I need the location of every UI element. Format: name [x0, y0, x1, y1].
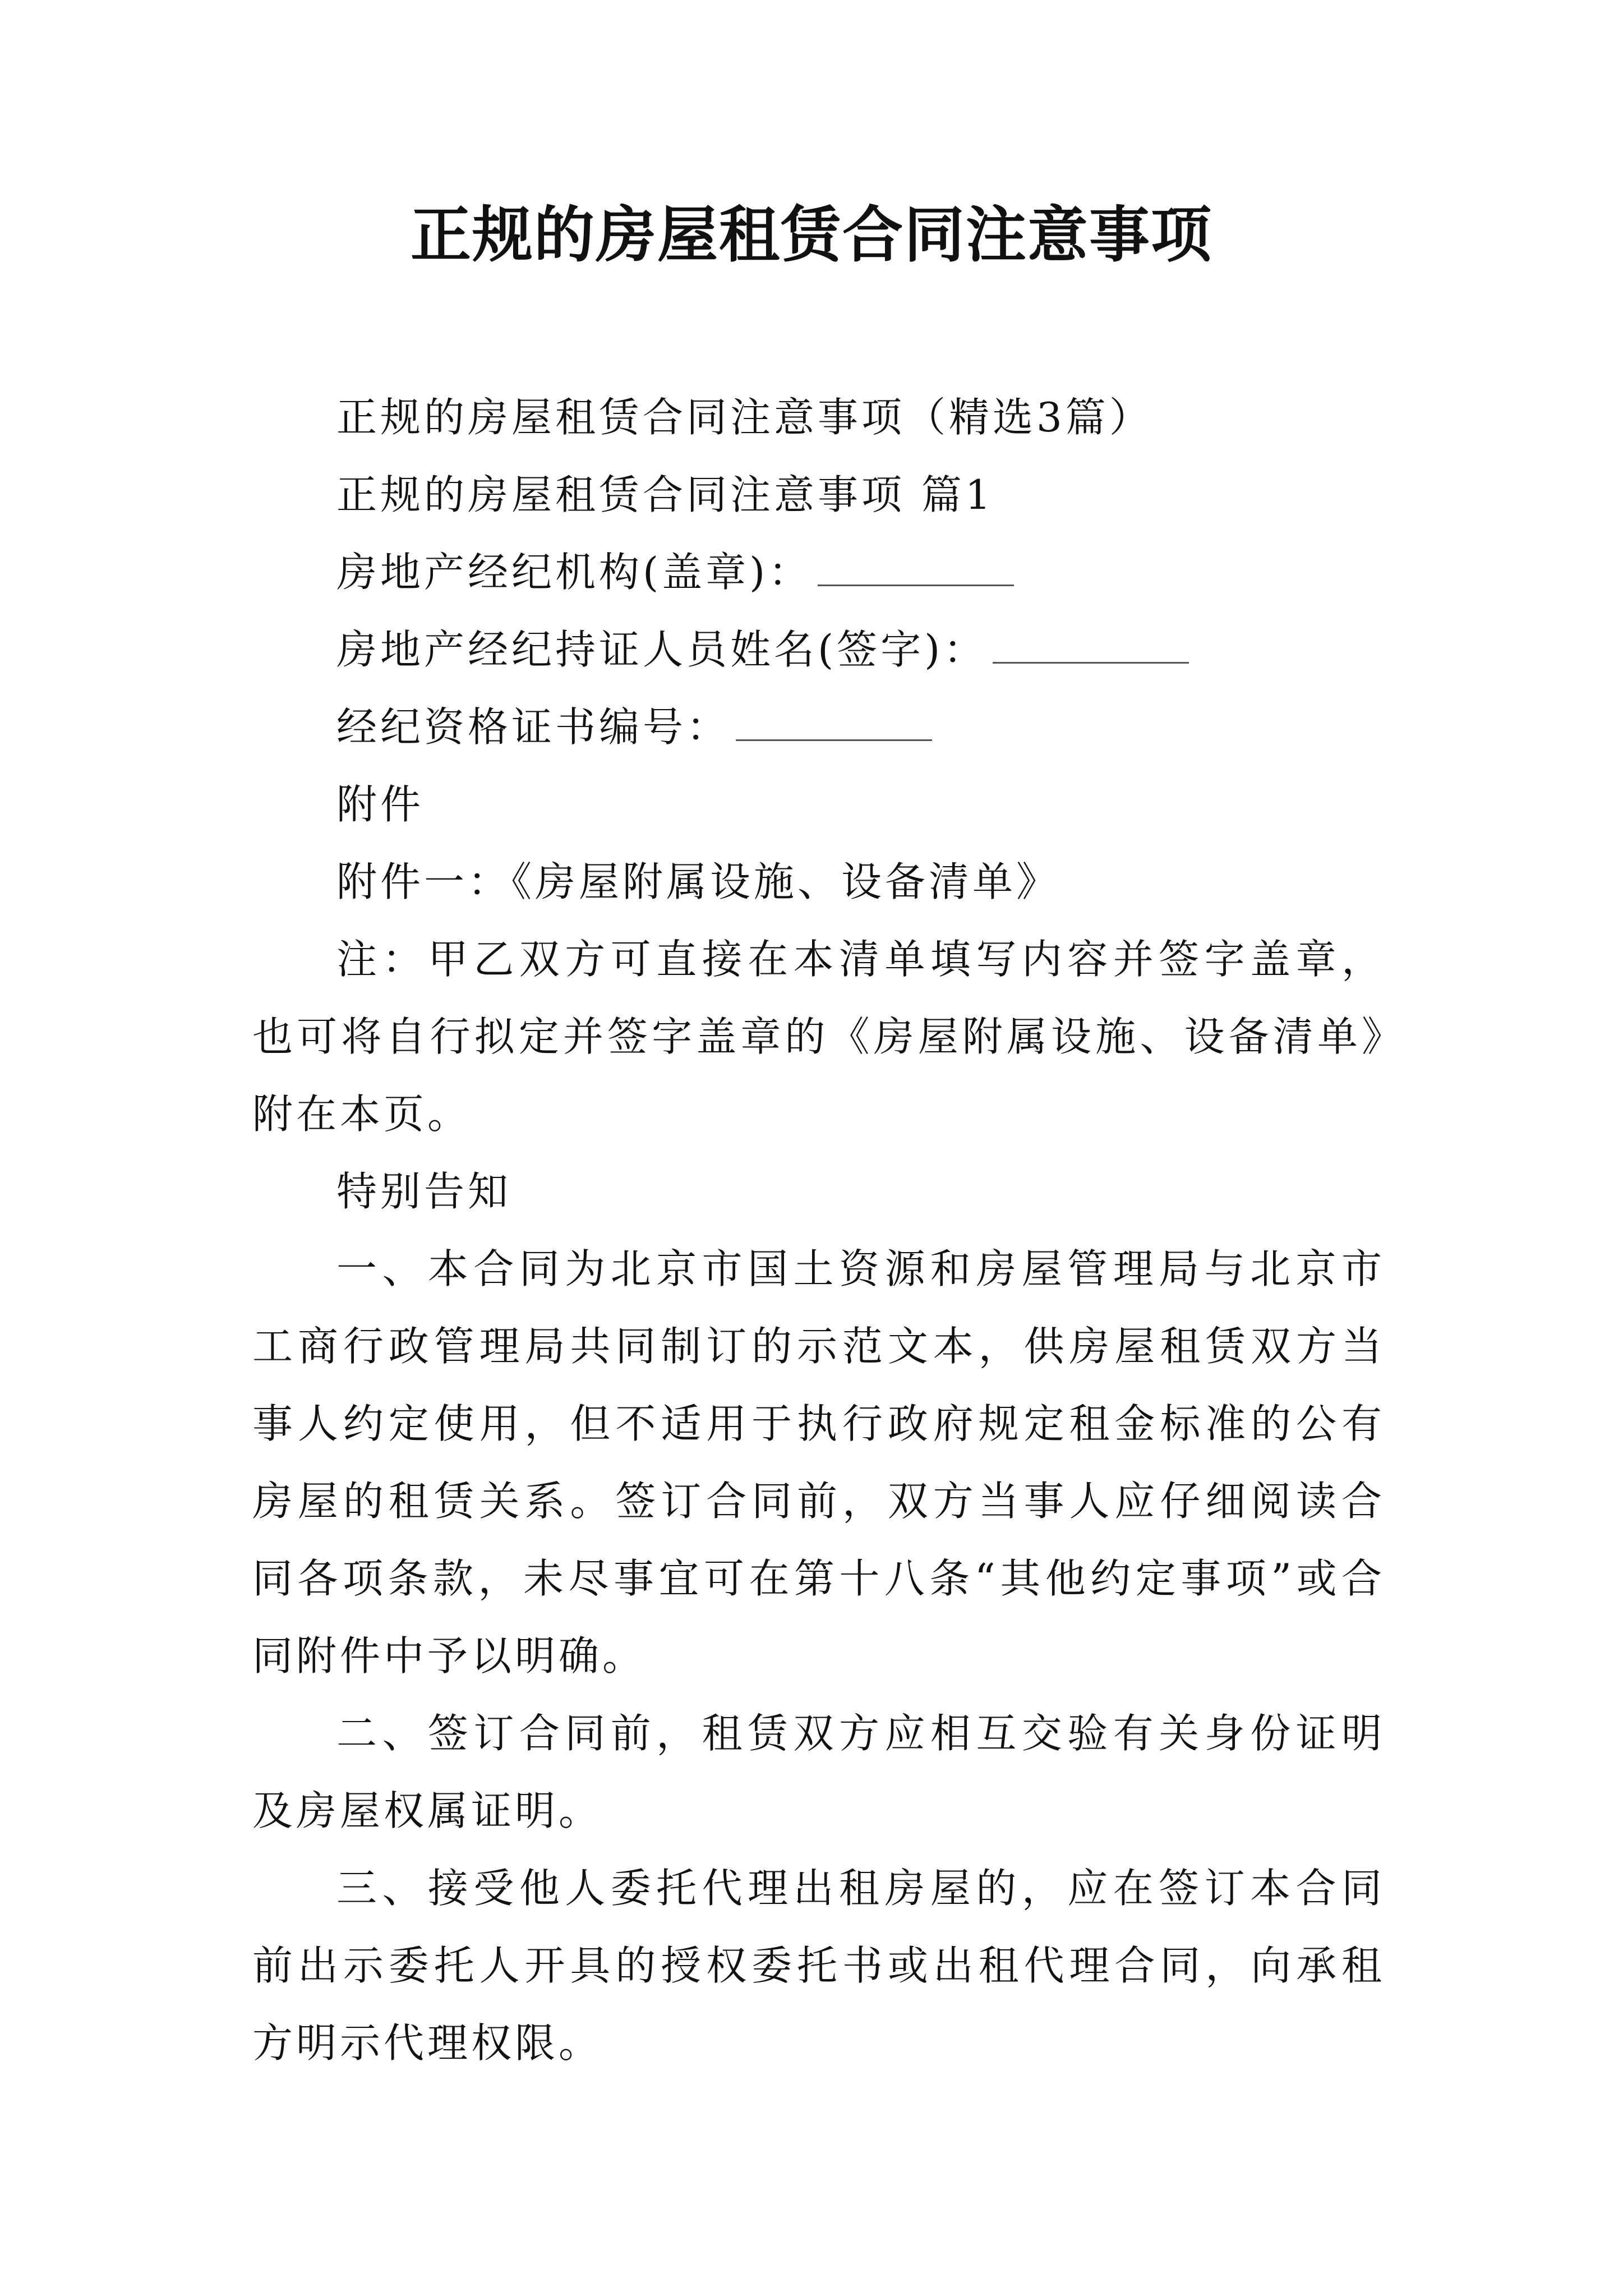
paragraph-text: 二、签订合同前，租赁双方应相互交验有关身份证明及房屋权属证明。	[252, 1710, 1385, 1834]
agent-signature-blank	[993, 628, 1189, 664]
paragraph-text: 房地产经纪持证人员姓名(签字)：	[336, 626, 988, 673]
paragraph-text: 经纪资格证书编号：	[336, 703, 731, 751]
paragraph-agent-signature	[252, 611, 1385, 688]
paragraph-notice-two	[252, 1695, 1385, 1849]
paragraph-text: 特别告知	[336, 1168, 512, 1215]
paragraph-note	[252, 921, 1385, 1153]
paragraph-attachment-heading	[252, 766, 1385, 843]
paragraph-text: 三、接受他人委托代理出租房屋的，应在签订本合同前出示委托人开具的授权委托书或出租代理合同，向承租方明示代理权限。	[252, 1865, 1385, 2067]
paragraph-text: 附件	[336, 781, 425, 828]
paragraph-special-notice-heading	[252, 1153, 1385, 1230]
paragraph-text: 正规的房屋租赁合同注意事项 篇1	[336, 471, 994, 518]
paragraph-text: 房地产经纪机构(盖章)：	[336, 549, 813, 596]
paragraph-notice-one	[252, 1230, 1385, 1695]
paragraph-notice-three	[252, 1849, 1385, 2082]
paragraph-text: 一、本合同为北京市国土资源和房屋管理局与北京市工商行政管理局共同制订的示范文本，供房屋租赁双方当事人约定使用，但不适用于执行政府规定租金标准的公有房屋的租赁关系。签订合同前，双方当事人应仔细阅读合同各项条款，未尽事宜可在第十八条“其他约定事项”或合同附件中予以明确。	[252, 1245, 1385, 1680]
document-body	[252, 379, 1385, 2082]
paragraph-collection-title	[252, 379, 1385, 456]
paragraph-text: 注：甲乙双方可直接在本清单填写内容并签字盖章，也可将自行拟定并签字盖章的《房屋附属设施、设备清单》附在本页。	[252, 936, 1385, 1138]
paragraph-attachment-one	[252, 843, 1385, 921]
paragraph-certificate-number	[252, 688, 1385, 766]
paragraph-agency-seal	[252, 533, 1385, 611]
agency-seal-blank	[818, 551, 1014, 586]
paragraph-text: 附件一：《房屋附属设施、设备清单》	[336, 858, 1061, 905]
paragraph-part-heading	[252, 456, 1385, 533]
document-title: 正规的房屋租赁合同注意事项	[410, 200, 1212, 270]
paragraph-text: 正规的房屋租赁合同注意事项（精选3篇）	[336, 394, 1153, 441]
certificate-number-blank	[736, 706, 932, 741]
